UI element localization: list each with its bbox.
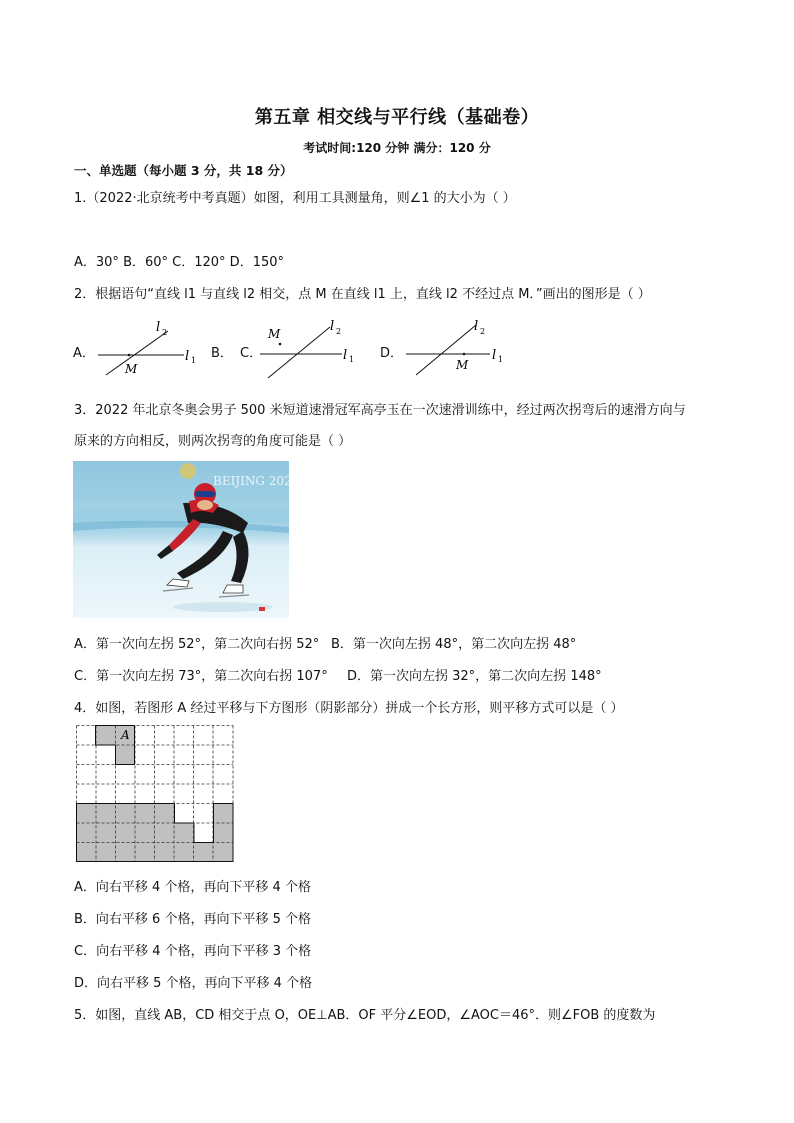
q2a-l1-label: l: [185, 349, 190, 364]
question-2-stem: 2．根据语句“直线 l1 与直线 l2 相交，点 M 在直线 l1 上，直线 l2 不经过点 M．”画出的图形是（ ）: [74, 287, 651, 302]
q2a-m-label: M: [125, 362, 138, 376]
q2c-l1-sub: 1: [349, 355, 355, 364]
q2-figure-d: [404, 317, 508, 379]
q2-option-a-label: A．: [73, 346, 95, 361]
q2d-m-label: M: [456, 358, 469, 372]
question-3-option-b: B．第一次向左拐 48°，第二次向左拐 48°: [331, 637, 577, 652]
q4-grid-figure: [74, 723, 238, 865]
speed-skater-photo: [73, 461, 300, 618]
q2d-l1-sub: 1: [498, 355, 504, 364]
q2-option-d-label: D．: [380, 346, 404, 361]
q2a-l1-sub: 1: [191, 356, 197, 365]
question-4-option-a: A．向右平移 4 个格，再向下平移 4 个格: [74, 880, 311, 895]
question-3-option-d: D．第一次向左拐 32°，第二次向左拐 148°: [347, 669, 602, 684]
question-4-stem: 4．如图，若图形 A 经过平移与下方图形（阴影部分）拼成一个长方形，则平移方式可以是（ ）: [74, 701, 624, 716]
q2c-l1-label: l: [343, 348, 348, 363]
q2-figure-a: [96, 317, 200, 379]
question-1-options: A．30° B．60° C．120° D．150°: [74, 255, 285, 270]
q2d-l2-label: l: [474, 319, 479, 334]
question-3-stem-line1: 3．2022 年北京冬奥会男子 500 米短道速滑冠军高亭玉在一次速滑训练中，经过两次拐弯后的速滑方向与: [74, 403, 686, 418]
exam-info: 考试时间:120 分钟 满分：120 分: [303, 141, 491, 155]
question-1-stem: 1.（2022·北京统考中考真题）如图，利用工具测量角，则∠1 的大小为（ ）: [74, 191, 516, 206]
q2c-l2-label: l: [330, 319, 335, 334]
page-title: 第五章 相交线与平行线（基础卷）: [254, 107, 540, 128]
question-4-option-d: D．向右平移 5 个格，再向下平移 4 个格: [74, 976, 313, 991]
q2c-m-label: M: [268, 327, 281, 341]
q4-figure-label-a: A: [121, 728, 130, 742]
q2d-l1-label: l: [492, 348, 497, 363]
question-4-option-b: B．向右平移 6 个格，再向下平移 5 个格: [74, 912, 311, 927]
question-3-option-a: A．第一次向左拐 52°，第二次向右拐 52°: [74, 637, 320, 652]
q2-option-b-label: B．: [211, 346, 233, 361]
photo-caption: BEIJING 2022: [213, 474, 300, 488]
q2d-l2-sub: 2: [480, 327, 486, 336]
question-5-stem: 5．如图，直线 AB，CD 相交于点 O，OE⊥AB．OF 平分∠EOD，∠AOC＝46°．则∠FOB 的度数为: [74, 1008, 656, 1023]
q2a-l2-sub: 2: [162, 328, 168, 337]
question-3-stem-line2: 原来的方向相反，则两次拐弯的角度可能是（ ）: [74, 434, 352, 449]
q2a-l2-label: l: [156, 320, 161, 335]
q2-figure-c: [258, 317, 362, 379]
q2-option-c-label: C．: [240, 346, 263, 361]
q2c-l2-sub: 2: [336, 327, 342, 336]
question-3-option-c: C．第一次向左拐 73°，第二次向右拐 107°: [74, 669, 328, 684]
section-heading: 一、单选题（每小题 3 分，共 18 分）: [74, 163, 293, 178]
question-4-option-c: C．向右平移 4 个格，再向下平移 3 个格: [74, 944, 312, 959]
